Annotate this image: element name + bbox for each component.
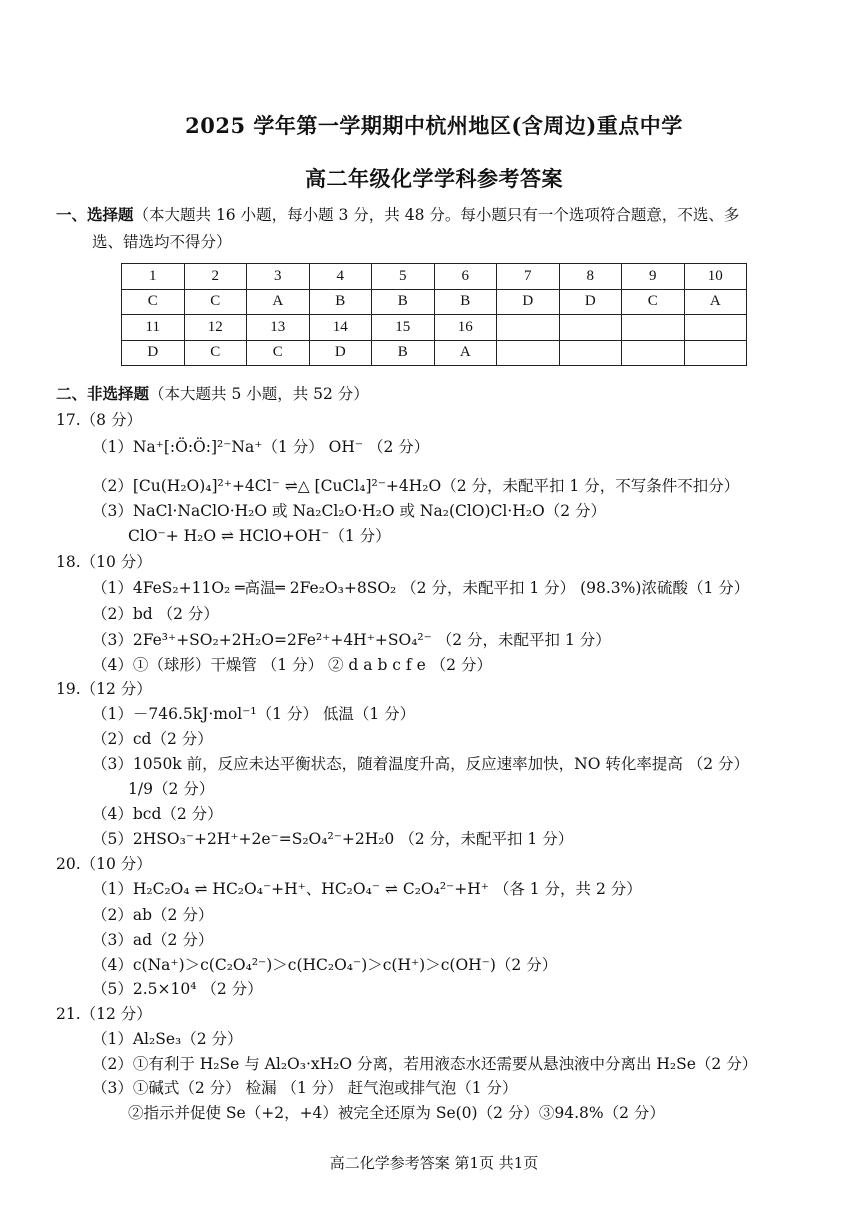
answer-table-answer-row <box>122 289 747 315</box>
question-number-cell: 1 <box>122 264 185 290</box>
answer-table-answer-row <box>122 340 747 366</box>
answer-table-number-row <box>122 264 747 290</box>
answer-cell: D <box>309 340 372 366</box>
question-number-cell <box>622 315 685 341</box>
answer-cell: B <box>434 289 497 315</box>
answer-cell: D <box>559 289 622 315</box>
q21-answer-3b: ②指示并促使 Se（+2，+4）被完全还原为 Se(0)（2 分）③94.8%（2 分） <box>128 1104 665 1122</box>
q19-answer-2: （2）cd（2 分） <box>92 730 213 748</box>
q18-answer-1: （1）4FeS₂+11O₂ ═高温═ 2Fe₂O₃+8SO₂ （2 分，未配平扣 1 分） (98.3%)浓硫酸（1 分） <box>92 579 750 597</box>
q19-answer-3: （3）1050k 前，反应未达平衡状态，随着温度升高，反应速率加快，NO 转化率提高 （2 分） <box>92 755 750 773</box>
question-number-cell: 10 <box>684 264 747 290</box>
q20-answer-3: （3）ad（2 分） <box>92 931 214 949</box>
q17-electron-formula: Na⁺[:Ö:Ö:]²⁻Na⁺ <box>132 438 263 456</box>
answer-cell <box>684 340 747 366</box>
q18-number: 18.（10 分） <box>56 553 152 571</box>
q18-answer-3: （3）2Fe³⁺+SO₂+2H₂O=2Fe²⁺+4H⁺+SO₄²⁻ （2 分，未配平扣 1 分） <box>92 631 611 649</box>
answer-cell <box>497 340 560 366</box>
question-number-cell: 15 <box>372 315 435 341</box>
q19-answer-1: （1）－746.5kJ·mol⁻¹（1 分） 低温（1 分） <box>92 705 416 723</box>
answer-cell: C <box>184 289 247 315</box>
q18-answer-2: （2）bd （2 分） <box>92 605 219 623</box>
q19-number: 19.（12 分） <box>56 680 152 698</box>
answer-cell: A <box>247 289 310 315</box>
question-number-cell <box>684 315 747 341</box>
q21-answer-1: （1）Al₂Se₃（2 分） <box>92 1030 243 1048</box>
question-number-cell: 3 <box>247 264 310 290</box>
answer-cell: A <box>684 289 747 315</box>
question-number-cell <box>497 315 560 341</box>
q17-answer-1 <box>92 437 429 457</box>
question-number-cell: 4 <box>309 264 372 290</box>
answer-cell <box>559 340 622 366</box>
q18-answer-4: （4）①（球形）干燥管 （1 分） ② d a b c f e （2 分） <box>92 656 492 674</box>
answer-cell: B <box>372 340 435 366</box>
section1-heading: 一、选择题 <box>56 205 134 224</box>
question-number-cell: 12 <box>184 315 247 341</box>
page-footer: 高二化学参考答案 第1页 共1页 <box>329 1154 539 1172</box>
question-number-cell: 13 <box>247 315 310 341</box>
section1-desc-line1: （本大题共 16 小题，每小题 3 分，共 48 分。每小题只有一个选项符合题意，不选、多 <box>133 206 740 224</box>
answer-cell: B <box>309 289 372 315</box>
q17-answer-3: （3）NaCl·NaClO·H₂O 或 Na₂Cl₂O·H₂O 或 Na₂(ClO)Cl·H₂O（2 分） <box>92 502 607 520</box>
answer-cell: A <box>434 340 497 366</box>
question-number-cell: 16 <box>434 315 497 341</box>
question-number-cell: 14 <box>309 315 372 341</box>
answer-table-number-row <box>122 315 747 341</box>
answer-cell: B <box>372 289 435 315</box>
q17-answer-1-rest: （1 分） OH⁻ （2 分） <box>262 438 430 456</box>
question-number-cell: 6 <box>434 264 497 290</box>
question-number-cell: 11 <box>122 315 185 341</box>
section2-heading: 二、非选择题 <box>56 384 150 403</box>
q17-answer-2: （2）[Cu(H₂O)₄]²⁺+4Cl⁻ ⇌△ [CuCl₄]²⁻+4H₂O（2 分，未配平扣 1 分，不写条件不扣分） <box>92 477 740 495</box>
answer-cell <box>622 340 685 366</box>
question-number-cell: 8 <box>559 264 622 290</box>
page-subtitle: 高二年级化学学科参考答案 <box>305 166 563 191</box>
q20-answer-4: （4）c(Na⁺)＞c(C₂O₄²⁻)＞c(HC₂O₄⁻)＞c(H⁺)＞c(OH⁻)（2 分） <box>92 956 558 974</box>
q21-answer-3: （3）①碱式（2 分） 检漏 （1 分） 赶气泡或排气泡（1 分） <box>92 1079 518 1097</box>
q17-number: 17.（8 分） <box>56 411 142 429</box>
page-title: 2025 学年第一学期期中杭州地区(含周边)重点中学 <box>185 113 683 138</box>
answer-cell: D <box>122 340 185 366</box>
section2-intro <box>56 384 369 404</box>
q20-answer-2: （2）ab（2 分） <box>92 906 214 924</box>
question-number-cell <box>559 315 622 341</box>
answer-cell: C <box>184 340 247 366</box>
q17-answer-3b: ClO⁻+ H₂O ⇌ HClO+OH⁻（1 分） <box>128 527 391 545</box>
q17-answer-1-prefix: （1） <box>92 438 133 456</box>
section2-desc: （本大题共 5 小题，共 52 分） <box>149 385 369 403</box>
answer-cell: C <box>247 340 310 366</box>
q19-answer-4: （4）bcd（2 分） <box>92 805 223 823</box>
question-number-cell: 5 <box>372 264 435 290</box>
q19-answer-3b: 1/9（2 分） <box>128 780 215 798</box>
q20-answer-1: （1）H₂C₂O₄ ⇌ HC₂O₄⁻+H⁺、HC₂O₄⁻ ⇌ C₂O₄²⁻+H⁺ （各 1 分，共 2 分） <box>92 880 642 898</box>
question-number-cell: 7 <box>497 264 560 290</box>
q19-answer-5: （5）2HSO₃⁻+2H⁺+2e⁻=S₂O₄²⁻+2H₂0 （2 分，未配平扣 1 分） <box>92 830 574 848</box>
question-number-cell: 9 <box>622 264 685 290</box>
question-number-cell: 2 <box>184 264 247 290</box>
answer-cell: C <box>622 289 685 315</box>
answer-table <box>121 263 747 366</box>
answer-cell: C <box>122 289 185 315</box>
q21-number: 21.（12 分） <box>56 1005 152 1023</box>
answer-cell: D <box>497 289 560 315</box>
q20-number: 20.（10 分） <box>56 855 152 873</box>
q21-answer-2: （2）①有利于 H₂Se 与 Al₂O₃·xH₂O 分离，若用液态水还需要从悬浊液中分离出 H₂Se（2 分） <box>92 1055 758 1073</box>
section1-intro <box>56 205 739 225</box>
q20-answer-5: （5）2.5×10⁴ （2 分） <box>92 980 263 998</box>
section1-desc-line2: 选、错选均不得分） <box>92 233 232 251</box>
